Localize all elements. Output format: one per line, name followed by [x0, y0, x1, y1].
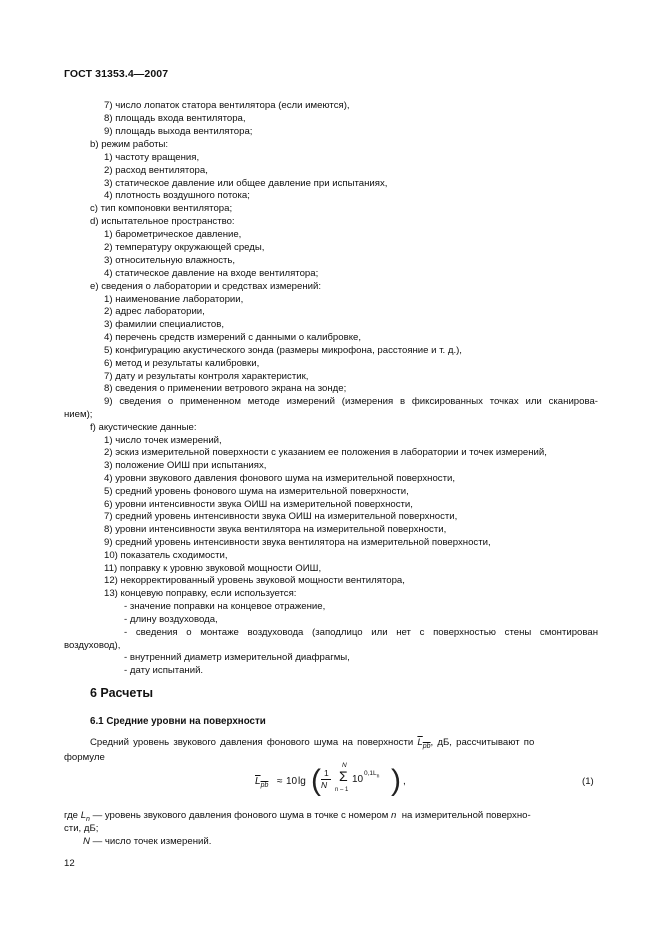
- left-paren: (: [311, 764, 321, 797]
- list-item: 9) площадь выхода вентилятора;: [104, 126, 253, 137]
- formula-1: [255, 760, 435, 806]
- sub-item: - сведения о монтаже воздуховода (заподлицо или нет с поверхностью стены смонтирован: [124, 627, 598, 638]
- list-item: 2) адрес лаборатории,: [104, 306, 205, 317]
- list-item: 1) барометрическое давление,: [104, 229, 242, 240]
- list-item: 1) частоту вращения,: [104, 152, 200, 163]
- paragraph-text: Средний уровень звукового давления фонового шума на поверхности: [90, 737, 414, 748]
- formula-approx: ≈: [277, 776, 283, 787]
- sub-item-continuation: воздуховод),: [64, 640, 121, 651]
- right-paren: ): [391, 764, 401, 797]
- list-item: 1) число точек измерений,: [104, 435, 222, 446]
- list-item: 9) сведения о примененном методе измерений (измерения в фиксированных точках или сканирова-: [104, 396, 598, 407]
- list-item: 2) температуру окружающей среды,: [104, 242, 265, 253]
- list-item: 1) наименование лаборатории,: [104, 294, 244, 305]
- list-item: 3) относительную влажность,: [104, 255, 236, 266]
- equation-number: (1): [582, 776, 594, 787]
- list-item: 11) поправку к уровню звуковой мощности ОИШ,: [104, 563, 322, 574]
- subsection-heading: 6.1 Средние уровни на поверхности: [90, 716, 266, 727]
- formula-base: 10: [352, 774, 364, 785]
- sum-sign: Σ: [339, 768, 348, 784]
- section-heading: 6 Расчеты: [90, 686, 154, 700]
- sub-item: - значение поправки на концевое отражение,: [124, 601, 326, 612]
- list-item: 4) перечень средств измерений с данными о калибровке,: [104, 332, 362, 343]
- list-item-continuation: нием);: [64, 409, 93, 420]
- list-item: 3) положение ОИШ при испытаниях,: [104, 460, 267, 471]
- list-item: 5) средний уровень фонового шума на измерительной поверхности,: [104, 486, 409, 497]
- list-item: 3) статическое давление или общее давление при испытаниях,: [104, 178, 388, 189]
- section-c-title: c) тип компоновки вентилятора;: [90, 203, 233, 214]
- list-item: 7) средний уровень интенсивности звука ОИШ на измерительной поверхности,: [104, 511, 458, 522]
- definition-line-continuation: сти, дБ;: [64, 823, 99, 834]
- list-item: 4) статическое давление на входе вентилятора;: [104, 268, 319, 279]
- list-item: 6) метод и результаты калибровки,: [104, 358, 260, 369]
- formula-frac-num: 1: [324, 768, 329, 778]
- paragraph-line: [90, 737, 534, 753]
- section-e-title: e) сведения о лаборатории и средствах измерений:: [90, 281, 322, 292]
- formula-coef: 10: [286, 776, 298, 787]
- document-header: ГОСТ 31353.4—2007: [64, 68, 169, 80]
- list-item: 6) уровни интенсивности звука ОИШ на измерительной поверхности,: [104, 499, 413, 510]
- list-item: 8) уровни интенсивности звука вентилятора на измерительной поверхности,: [104, 524, 447, 535]
- formula-frac-den: N: [321, 780, 328, 790]
- page-number: 12: [64, 858, 75, 869]
- list-item: 7) число лопаток статора вентилятора (если имеются),: [104, 100, 350, 111]
- list-item: 9) средний уровень интенсивности звука вентилятора на измерительной поверхности,: [104, 537, 491, 548]
- formula-lhs: $L_{pb}$: [255, 776, 269, 789]
- paragraph-line: формуле: [64, 752, 105, 763]
- list-item: 5) конфигурацию акустического зонда (размеры микрофона, расстояние и т. д.),: [104, 345, 462, 356]
- sum-lower: n – 1: [335, 787, 349, 793]
- sub-item: - дату испытаний.: [124, 665, 204, 676]
- formula-comma: ,: [403, 776, 406, 787]
- section-b-title: b) режим работы:: [90, 139, 169, 150]
- definition-line: где $L_n$ — уровень звукового давления фонового шума в точке с номером n на измерительной поверхно-: [64, 810, 531, 823]
- section-f-title: f) акустические данные:: [90, 422, 197, 433]
- sub-item: - внутренний диаметр измерительной диафрагмы,: [124, 652, 350, 663]
- list-item: 12) некорректированный уровень звуковой мощности вентилятора,: [104, 575, 405, 586]
- list-item: 4) плотность воздушного потока;: [104, 190, 250, 201]
- sub-item: - длину воздуховода,: [124, 614, 218, 625]
- list-item: 7) дату и результаты контроля характеристик,: [104, 371, 309, 382]
- list-item: 8) сведения о применении ветрового экрана на зонде;: [104, 383, 347, 394]
- list-item: 10) показатель сходимости,: [104, 550, 228, 561]
- list-item: 8) площадь входа вентилятора,: [104, 113, 246, 124]
- formula-log: lg: [298, 776, 306, 787]
- paragraph-text: , дБ, рассчитывают по: [430, 737, 535, 748]
- list-item: 3) фамилии специалистов,: [104, 319, 225, 330]
- definition-line: N — число точек измерений.: [83, 836, 212, 847]
- section-d-title: d) испытательное пространство:: [90, 216, 235, 227]
- list-item: 2) эскиз измерительной поверхности с указанием ее положения в лаборатории и точек измерений,: [104, 447, 547, 458]
- symbol-L-pb: $L_{pb}$: [417, 737, 431, 750]
- formula-exponent: $0,1L_n$: [364, 770, 380, 780]
- sum-upper: N: [342, 762, 347, 769]
- list-item: 4) уровни звукового давления фонового шума на измерительной поверхности,: [104, 473, 455, 484]
- list-item: 2) расход вентилятора,: [104, 165, 208, 176]
- list-item: 13) концевую поправку, если используется:: [104, 588, 297, 599]
